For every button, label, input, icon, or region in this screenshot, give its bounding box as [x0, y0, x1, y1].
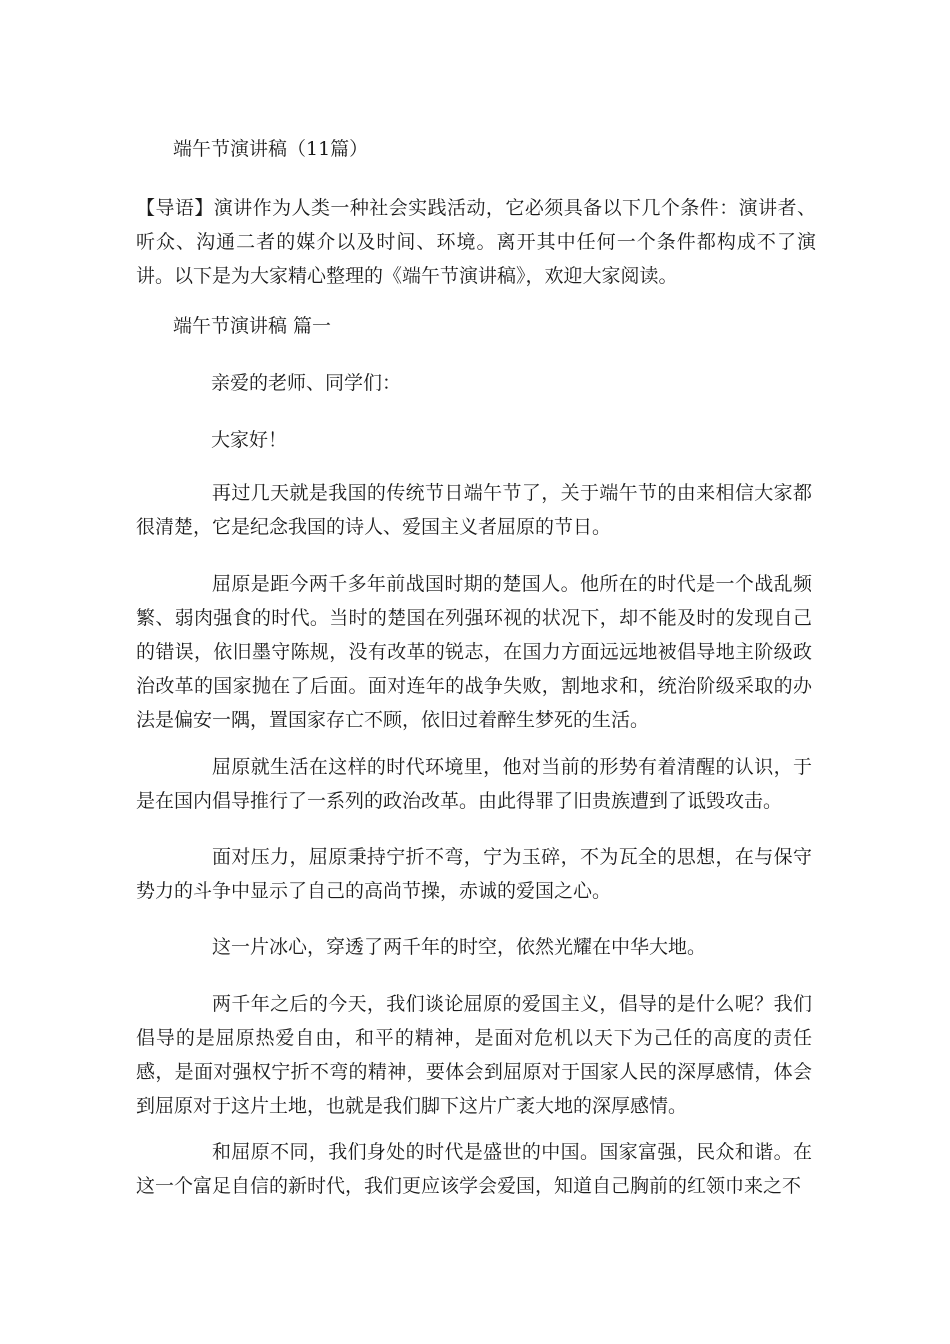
- body-paragraph-6: 两千年之后的今天，我们谈论屈原的爱国主义，倡导的是什么呢？我们倡导的是屈原热爱自由，和平的精神，是面对危机以天下为己任的高度的责任感，是面对强权宁折不弯的精神，要体会到屈原对于国家人民的深厚感情，体会到屈原对于这片土地，也就是我们脚下这片广袤大地的深厚感情。: [136, 993, 812, 1117]
- body-paragraph-1: 再过几天就是我国的传统节日端午节了，关于端午节的由来相信大家都很清楚，它是纪念我国的诗人、爱国主义者屈原的节日。: [136, 482, 812, 538]
- body-paragraph-3: 屈原就生活在这样的时代环境里，他对当前的形势有着清醒的认识，于是在国内倡导推行了一系列的政治改革。由此得罪了旧贵族遭到了诋毁攻击。: [136, 756, 812, 812]
- salutation: 亲爱的老师、同学们：: [211, 372, 402, 394]
- greeting: 大家好！: [211, 429, 288, 451]
- section-heading: 端午节演讲稿 篇一: [173, 315, 332, 337]
- intro-paragraph: 【导语】演讲作为人类一种社会实践活动，它必须具备以下几个条件：演讲者、听众、沟通二者的媒介以及时间、环境。离开其中任何一个条件都构成不了演讲。以下是为大家精心整理的《端午节演讲稿》，欢迎大家阅读。: [136, 197, 816, 287]
- body-paragraph-2: 屈原是距今两千多年前战国时期的楚国人。他所在的时代是一个战乱频繁、弱肉强食的时代。当时的楚国在列强环视的状况下，却不能及时的发现自己的错误，依旧墨守陈规，没有改革的锐志，在国力方面远远地被倡导地主阶级政治改革的国家抛在了后面。面对连年的战争失败，割地求和，统治阶级采取的办法是偏安一隅，置国家存亡不顾，依旧过着醉生梦死的生活。: [136, 573, 812, 731]
- body-paragraph-4: 面对压力，屈原秉持宁折不弯，宁为玉碎，不为瓦全的思想，在与保守势力的斗争中显示了自己的高尚节操，赤诚的爱国之心。: [136, 846, 812, 902]
- body-paragraph-7: 和屈原不同，我们身处的时代是盛世的中国。国家富强，民众和谐。在这一个富足自信的新时代，我们更应该学会爱国，知道自己胸前的红领巾来之不: [136, 1141, 812, 1197]
- body-paragraph-5: 这一片冰心，穿透了两千年的时空，依然光耀在中华大地。: [212, 936, 707, 958]
- document-title: 端午节演讲稿（11篇）: [173, 138, 369, 160]
